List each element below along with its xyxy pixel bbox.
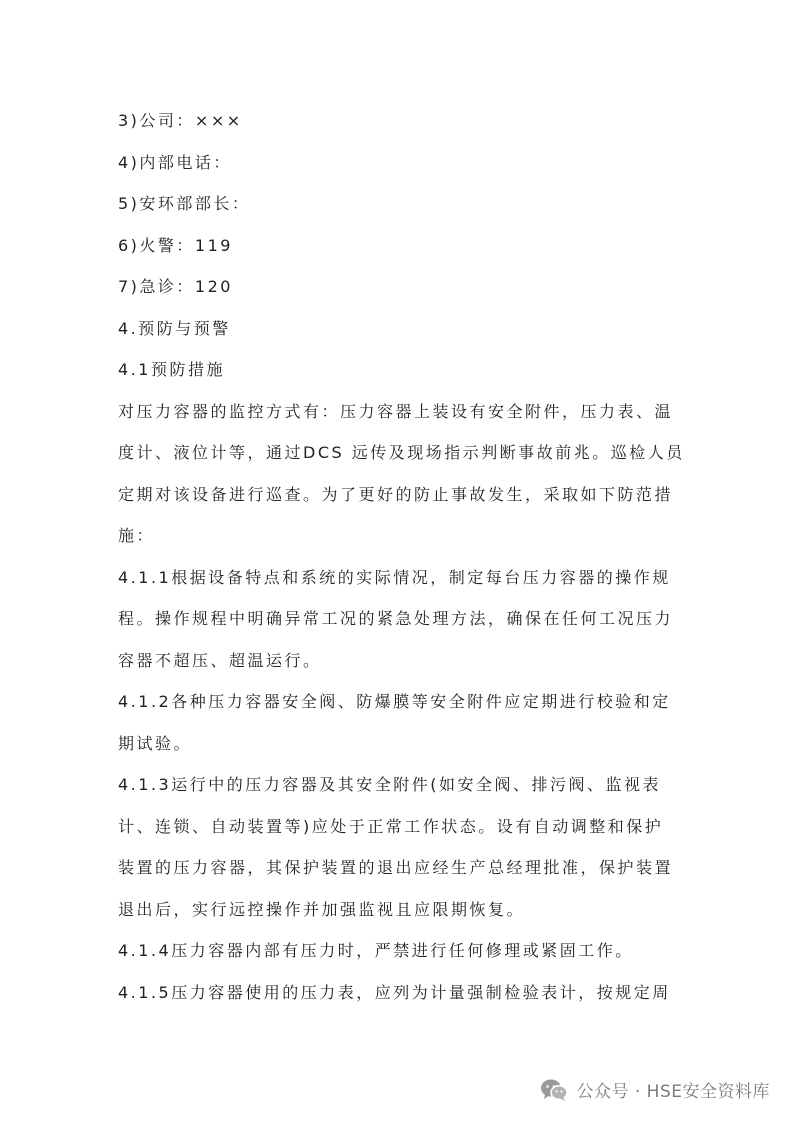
measure-4-1-3 [118,764,678,930]
measure-4-1-4: 4.1.4压力容器内部有压力时，严禁进行任何修理或紧固工作。 [118,941,634,960]
paragraph-line: 退出后，实行远控操作并加强监视且应限期恢复。 [118,899,526,919]
paragraph-line: 4.1.3运行中的压力容器及其安全附件(如安全阀、排污阀、监视表 [118,775,661,794]
document-page [118,100,685,1013]
paragraph-line: 4.1.1根据设备特点和系统的实际情况，制定每台压力容器的操作规 [118,567,671,587]
account-watermark [540,1077,770,1102]
paragraph-line: 4.1.2各种压力容器安全阀、防爆膜等安全附件应定期进行校验和定 [118,692,671,711]
measure-4-1-1 [118,557,678,682]
paragraph-line: 装置的压力容器，其保护装置的退出应经生产总经理批准，保护装置 [118,858,674,877]
paragraph-line: 程。操作规程中明确异常工况的紧急处理方法，确保在任何工况压力 [118,609,674,628]
contact-safety-head: 5)安环部部长： [118,194,251,213]
paragraph-line: 定期对该设备进行巡查。为了更好的防止事故发生，采取如下防范措 [118,484,674,504]
contact-internal-phone: 4)内部电话： [118,152,232,172]
paragraph-line: 施： [118,526,156,545]
watermark-text: 公众号 · HSE安全资料库 [576,1082,770,1102]
paragraph-line: 容器不超压、超温运行。 [118,650,322,670]
paragraph-line: 期试验。 [118,733,193,753]
contact-emergency: 7)急诊：120 [118,277,233,296]
measure-4-1-5: 4.1.5压力容器使用的压力表，应列为计量强制检验表计，按规定周 [118,982,671,1002]
contact-company: 3)公司：××× [118,111,243,130]
intro-paragraph [118,391,685,557]
paragraph-line: 计、连锁、自动装置等)应处于正常工作状态。设有自动调整和保护 [118,816,664,836]
subsection-heading: 4.1预防措施 [118,360,225,379]
paragraph-line: 度计、液位计等，通过DCS 远传及现场指示判断事故前兆。巡检人员 [118,443,685,462]
section-heading: 4.预防与预警 [118,318,231,338]
paragraph-line: 对压力容器的监控方式有：压力容器上装设有安全附件，压力表、温 [118,401,674,421]
wechat-icon [540,1078,568,1102]
contact-fire-alarm: 6)火警：119 [118,235,233,255]
measure-4-1-2 [118,681,678,764]
